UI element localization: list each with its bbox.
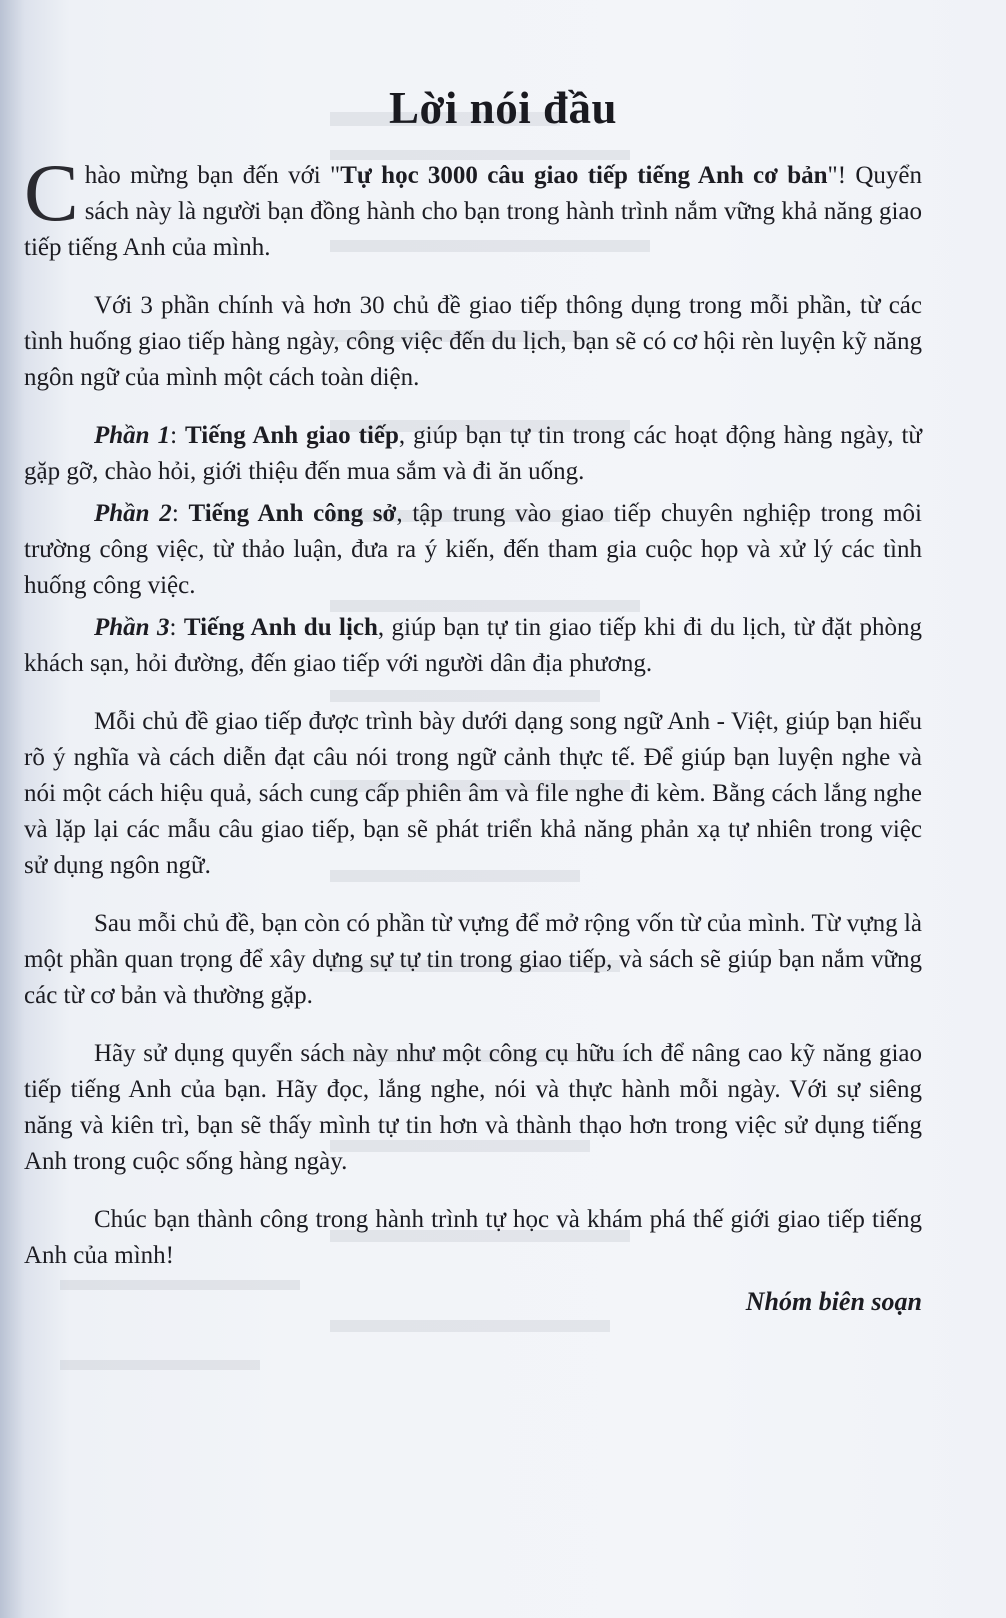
page-title: Lời nói đầu: [388, 83, 618, 133]
closing-paragraph: Chúc bạn thành công trong hành trình tự học và khám phá thế giới giao tiếp tiếng Anh của mình!: [24, 1206, 922, 1269]
section-paragraph-3: Phần 3: Tiếng Anh du lịch, giúp bạn tự tin giao tiếp khi đi du lịch, từ đặt phòng khách sạn, hỏi đường, đến giao tiếp với người dân địa phương.: [24, 614, 922, 677]
section-name-3: Tiếng Anh du lịch: [183, 614, 378, 641]
bilingual-paragraph: Mỗi chủ đề giao tiếp được trình bày dưới dạng song ngữ Anh - Việt, giúp bạn hiểu rõ ý nghĩa và cách diễn đạt câu nói trong ngữ cảnh thực tế. Để giúp bạn luyện nghe và nói một cách hiệu quả, sách cung cấp phiên âm và file nghe đi kèm. Bằng cách lắng nghe và lặp lại các mẫu câu giao tiếp, bạn sẽ phát triển khả năng phản xạ tự nhiên trong việc sử dụng ngôn ngữ.: [24, 708, 922, 879]
signature: Nhóm biên soạn: [745, 1287, 922, 1316]
book-title: Tự học 3000 câu giao tiếp tiếng Anh cơ bản: [340, 162, 828, 189]
intro-text-before: hào mừng bạn đến với ": [84, 162, 341, 189]
section-text-2: , tập trung vào giao tiếp chuyên nghiệp trong môi trường công việc, từ thảo luận, đưa ra ý kiến, đến tham gia cuộc họp và xử lý các tình huống công việc.: [24, 500, 922, 599]
section-paragraph-2: Phần 2: Tiếng Anh công sở, tập trung vào giao tiếp chuyên nghiệp trong môi trường công việc, từ thảo luận, đưa ra ý kiến, đến tham gia cuộc họp và xử lý các tình huống công việc.: [24, 500, 922, 599]
intro-paragraph: [24, 147, 922, 266]
preface-body: [24, 147, 922, 1274]
section-text-3: , giúp bạn tự tin giao tiếp khi đi du lịch, từ đặt phòng khách sạn, hỏi đường, đến giao tiếp với người dân địa phương.: [24, 614, 922, 677]
section-name-2: Tiếng Anh công sở: [188, 500, 397, 527]
section-label-3: Phần 3: [94, 614, 170, 641]
section-text-1: , giúp bạn tự tin trong các hoạt động hàng ngày, từ gặp gỡ, chào hỏi, giới thiệu đến mua sắm và đi ăn uống.: [24, 422, 922, 485]
drop-cap: C: [24, 147, 79, 238]
overview-paragraph: Với 3 phần chính và hơn 30 chủ đề giao tiếp thông dụng trong mỗi phần, từ các tình huống giao tiếp hàng ngày, công việc đến du lịch, bạn sẽ có cơ hội rèn luyện kỹ năng ngôn ngữ của mình một cách toàn diện.: [24, 292, 922, 391]
section-paragraph-1: Phần 1: Tiếng Anh giao tiếp, giúp bạn tự tin trong các hoạt động hàng ngày, từ gặp gỡ, chào hỏi, giới thiệu đến mua sắm và đi ăn uống.: [24, 422, 922, 485]
usage-paragraph: Hãy sử dụng quyển sách này như một công cụ hữu ích để nâng cao kỹ năng giao tiếp tiếng Anh của bạn. Hãy đọc, lắng nghe, nói và thực hành mỗi ngày. Với sự siêng năng và kiên trì, bạn sẽ thấy mình tự tin hơn và thành thạo hơn trong việc sử dụng tiếng Anh trong cuộc sống hàng ngày.: [24, 1040, 922, 1175]
section-label-2: Phần 2: [94, 500, 172, 527]
section-label-1: Phần 1: [94, 422, 171, 449]
section-name-1: Tiếng Anh giao tiếp: [185, 422, 399, 449]
vocabulary-paragraph: Sau mỗi chủ đề, bạn còn có phần từ vựng để mở rộng vốn từ của mình. Từ vựng là một phần quan trọng để xây dựng sự tự tin trong giao tiếp, và sách sẽ giúp bạn nắm vững các từ cơ bản và thường gặp.: [24, 910, 922, 1009]
intro-text-after: "! Quyển sách này là người bạn đồng hành cho bạn trong hành trình nắm vững khả năng giao tiếp tiếng Anh của mình.: [24, 162, 922, 261]
